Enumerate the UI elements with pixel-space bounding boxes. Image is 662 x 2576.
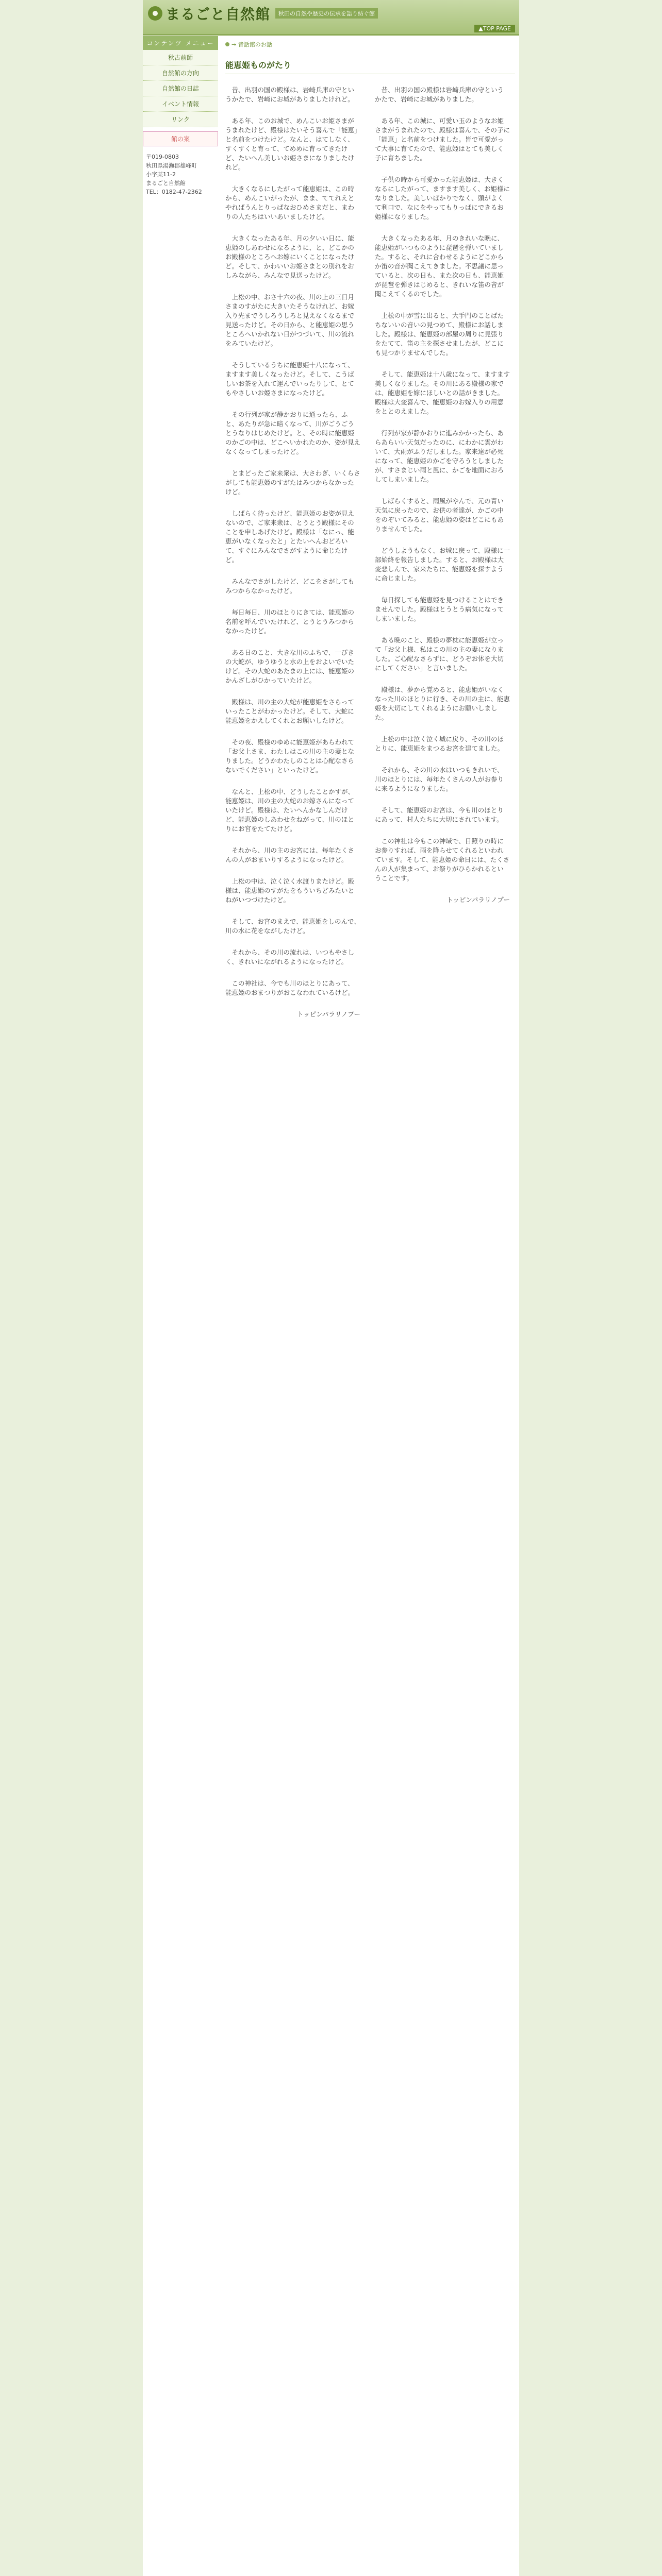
- access-link[interactable]: 館の案: [143, 131, 218, 146]
- breadcrumb[interactable]: [225, 40, 515, 48]
- story-paragraph: 殿様は、川の主の大蛇が能恵姫をさらっていったことがわかったけど。そして、大蛇に能恵姫をかえしてくれとお願いしたけど。: [225, 698, 355, 724]
- story-paragraph: 昔、出羽の国の殿様は、岩崎兵庫の守というかたで、岩崎にお城がありましたけれど。: [225, 86, 355, 103]
- story-paragraph: 大きくなったある年、月のきれいな晩に、能恵姫がいつものように琵琶を弾いていました。すると、それに合わせるようにどこからか笛の音が聞こえてきました。不思議に思っていると、次の日も、また次の日も、能恵姫が琵琶を弾きはじめると、きれいな笛の音が聞こえてくるのでした。: [375, 234, 504, 298]
- story-paragraph: なんと、上松の中、どうしたことかすが、能恵姫は、川の主の大蛇のお嫁さんになっていたけど。殿様は、たいへんかなしんだけど、能恵姫のしあわせをねがって、川のほとりにお宮をたてたけど。: [225, 788, 355, 833]
- story-paragraph: 行列が家が静かおりに進みかかったら、あらあらいい天気だったのに、にわかに雲がわいて、大雨がふりだしました。家来達が必死になって、能恵姫のかごを守ろうとしましたが、すさまじい雨と風に、かごを地面におろしてしまいました。: [375, 429, 504, 483]
- nav-item-4[interactable]: イベント情報: [143, 96, 218, 112]
- story-paragraph: ある年、このお城で、めんこいお姫さまがうまれたけど、殿様はたいそう喜んで「能恵」と名前をつけたけど。なんと、はてしなく、すくすくと育って、てめめに育ってきたけど、たいへん美しいお姫さまになりましたけれど。: [225, 117, 358, 171]
- nav-item-1[interactable]: 秋古前師: [143, 50, 218, 65]
- story-paragraph: 上松の中、おさ十六の夜、川の上の三日月さまのすがたに大きいたそうなけれど、お嫁入り先までうしろうしろと見えなくなるまで見送ったけど。その日から、と能恵姫の思うところへいかれない日がつづいて、川の流れをみていたけど。: [225, 293, 355, 347]
- story-paragraph: 毎日探しても能恵姫を見つけることはできませんでした。殿様はとうとう病気になってしまいました。: [375, 596, 504, 622]
- story-ending: トッピンパラリノプー: [297, 1010, 360, 1018]
- story-paragraph: しばらく待ったけど、能恵姫のお姿が見えないので、ご家来衆は、とうとう殿様にそのことを申しあげたけど。殿様は「なにっ、能恵がいなくなったと」とたいへんおどろいて、すぐにみんなでさがすように命じたけど。: [225, 510, 355, 564]
- story-paragraph: そして、能恵姫は十八歳になって、ますます美しくなりました。その川にある殿様の家では、能恵姫を嫁にほしいとの話がきました。殿様は大変喜んで、能恵姫のお嫁入りの用意をととのえました。: [375, 370, 510, 415]
- story-paragraph: 大きくなったある年、月の夕いい日に、能恵姫のしあわせになるように、と、どこかのお殿様のところへお嫁にいくことになったけど。そして、かわいいお姫さまとの別れをおしみながら、みんなで見送ったけど。: [225, 234, 355, 279]
- story-paragraph: 上松の中は、泣く泣く水渡りまたけど。殿様は、能恵姫のすがたをもういちどみたいとねがいつづけたけど。: [225, 877, 355, 904]
- story-column-left: [225, 86, 360, 1019]
- story-paragraph: この神社は今もこの神域で、日照りの時にお参りすれば、雨を降らせてくれるといわれています。そして、能恵姫の命日には、たくさんの人が集まって、お祭りがひらかれるということです。: [375, 837, 510, 882]
- nav-header: コンテンツ メニュー: [143, 36, 218, 50]
- site-logo[interactable]: [148, 3, 378, 24]
- site-tagline: 秋田の自然や歴史の伝承を語り紡ぐ館: [275, 8, 378, 19]
- story-paragraph: 子供の時から可愛かった能恵姫は、大きくなるにしたがって、ますます美しく、お姫様になりました。美しいばかりでなく、頭がよくて利口で、なにをやってもりっぱにできるお姫様になりました。: [375, 176, 510, 221]
- story-paragraph: 上松の中は泣く泣く城に戻り、その川のほとりに、能恵姫をまつるお宮を建てました。: [375, 735, 504, 752]
- story-paragraph: そして、能恵姫のお宮は、今も川のほとりにあって、村人たちに大切にされています。: [375, 806, 504, 823]
- page-title: 能恵姫ものがたり: [225, 57, 515, 74]
- story-paragraph: その夜、殿様のゆめに能恵姫があらわれて「お父上さま、わたしはこの川の主の妻となりました。どうかわたしのことは心配なさらないでください」といったけど。: [225, 738, 355, 774]
- nav-item-3[interactable]: 自然館の日誌: [143, 81, 218, 96]
- story-paragraph: 昔、出羽の国の殿様は岩崎兵庫の守というかたで、岩崎にお城がありました。: [375, 86, 504, 103]
- logo-leaf-icon: [148, 6, 162, 21]
- page-container: [143, 0, 519, 2576]
- story-paragraph: 大きくなるにしたがって能恵姫は、この時から、めんこいがったが、まま、ててれえとやればうんとりっぱなおひめさまだと、まわりの人たちはいいあいましたけど。: [225, 185, 355, 221]
- story-paragraph: そうしているうちに能恵姫十八になって、ますます美しくなったけど。そして、こうばしいお茶を入れて運んでいったりして、とてもやさしいお姫さまになったけど。: [225, 361, 354, 397]
- story-paragraph: それから、その川の水はいつもきれいで、川のほとりには、毎年たくさんの人がお参りに来るようになりました。: [375, 766, 504, 792]
- site-header: [143, 0, 519, 36]
- toppage-link[interactable]: ▲TOP PAGE: [474, 25, 515, 32]
- story-paragraph: 上松の中が雪に出ると、大手門のことばたちないいの音いの見つめて、殿様にお話しました。殿様は、能恵姫の部屋の周りに見張りをたてて、笛の主を探させましたが、どこにも見つかりませんでした。: [375, 312, 504, 357]
- main-content: [225, 40, 515, 2576]
- story-column-right: [375, 86, 510, 905]
- story-paragraph: ある日のこと、大きな川のふちで、一ぴきの大蛇が、ゆうゆうと水の上をおよいでいたけど。その大蛇のあたまの上には、能恵姫のかんざしがひかっていたけど。: [225, 649, 355, 684]
- story-paragraph: 毎日毎日、川のほとりにきては、能恵姫の名前を呼んでいたけれど、とうとうみつからなかったけど。: [225, 608, 355, 635]
- story-paragraph: とまどったご家来衆は、大さわぎ、いくらさがしても能恵姫のすがたはみつからなかったけど。: [225, 469, 360, 496]
- story-columns: [225, 86, 515, 2576]
- story-ending: トッピンパラリノプー: [446, 896, 510, 904]
- story-paragraph: ある晩のこと、殿様の夢枕に能恵姫が立って「お父上様、私はこの川の主の妻になりました。ご心配なさらずに、どうぞお体を大切にしてください」と言いました。: [375, 636, 504, 672]
- story-paragraph: その行列が家が静かおりに通ったら、ふと、あたりが急に暗くなって、川がごうごうとうなりはじめたけど。と、その時に能恵姫のかごの中は、どこへいかれたのか、姿が見えなくなってしまったけど。: [225, 411, 361, 455]
- story-paragraph: みんなでさがしたけど、どこをさがしてもみつからなかったけど。: [225, 578, 355, 595]
- story-paragraph: 殿様は、夢から覚めると、能恵姫がいなくなった川のほとりに行き、その川の主に、能恵姫を大切にしてくれるようにお願いしました。: [375, 686, 510, 721]
- nav-item-2[interactable]: 自然館の方向: [143, 65, 218, 81]
- story-paragraph: そして、お宮のまえで、能恵姫をしのんで、川の水に花をながしたけど。: [225, 918, 360, 935]
- story-paragraph: どうしようもなく、お城に戻って、殿様に一部始終を報告しました。すると、お殿様は大変悲しんで、家来たちに、能恵姫を探すように命じました。: [375, 547, 510, 582]
- sidebar-nav: [143, 36, 218, 196]
- nav-item-5[interactable]: リンク: [143, 112, 218, 127]
- story-paragraph: それから、その川の流れは、いつもやさしく、きれいにながれるようになったけど。: [225, 948, 355, 965]
- address-block: 〒019-0803 秋田県湯瀬郡雄峰町 小字某11-2 まるごと自然館 TEL：0182-47-2362: [146, 154, 202, 195]
- story-paragraph: それから、川の主のお宮には、毎年たくさんの人がおまいりするようになったけど。: [225, 846, 355, 863]
- site-title: まるごと自然館: [166, 6, 271, 22]
- story-paragraph: この神社は、今でも川のほとりにあって、能恵姫のおまつりがおこなわれているけど。: [225, 979, 355, 996]
- breadcrumb-text: → 昔話館のお話: [231, 41, 272, 48]
- bullet-icon: [225, 42, 229, 46]
- story-paragraph: ある年、この城に、可愛い玉のようなお姫さまがうまれたので、殿様は喜んで、その子に「能恵」と名前をつけました。皆で可愛がって大事に育てたので、能恵姫はとても美しく子に育ちました。: [375, 117, 510, 162]
- story-paragraph: しばらくすると、雨風がやんで、元の青い天気に戻ったので、お供の者達が、かごの中をのぞいてみると、能恵姫の姿はどこにもありませんでした。: [375, 497, 504, 533]
